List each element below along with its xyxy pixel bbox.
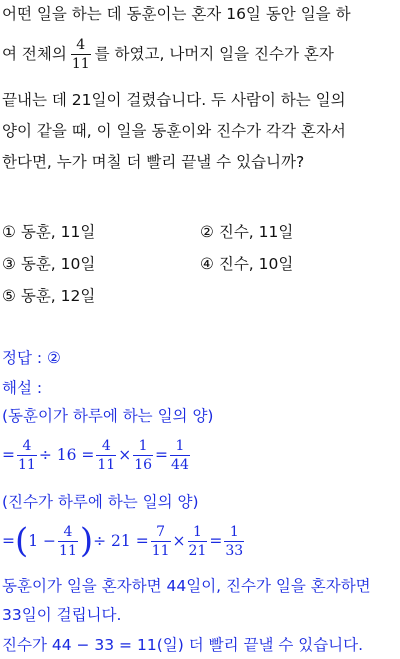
- fraction-numerator: 1: [138, 437, 148, 454]
- choice-text: 진수, 11일: [218, 223, 294, 241]
- choice-mark: ①: [2, 223, 16, 241]
- choice-mark: ⑤: [2, 287, 16, 305]
- problem-line-3: 끝내는 데 21일이 걸렸습니다. 두 사람이 하는 일의: [2, 91, 346, 109]
- eq-operator: ×: [172, 532, 186, 550]
- fraction: [58, 525, 78, 558]
- problem-line-2-start: 여 전체의: [2, 45, 67, 63]
- choice-mark: ③: [2, 255, 16, 273]
- fraction-denominator: 44: [171, 456, 189, 473]
- equation-1: [2, 432, 192, 478]
- fraction-numerator: 4: [63, 523, 73, 540]
- fraction-numerator: 4: [101, 437, 111, 454]
- fraction-numerator: 1: [175, 437, 185, 454]
- fraction: [188, 525, 208, 558]
- fraction-denominator: 11: [18, 456, 36, 473]
- fraction-numerator: 4: [22, 437, 32, 454]
- problem-line-4: 양이 같을 때, 이 일을 동훈이와 진수가 각각 혼자서: [2, 122, 346, 140]
- problem-line-2: [2, 32, 334, 76]
- solution-text-1: 동훈이가 일을 혼자하면 44일이, 진수가 일을 혼자하면: [2, 577, 371, 595]
- fraction: [224, 525, 244, 558]
- fraction: [96, 439, 116, 472]
- solution-text-3: 진수가 44 − 33 = 11(일) 더 빨리 끝낼 수 있습니다.: [2, 636, 364, 654]
- choice-text: 진수, 10일: [218, 255, 294, 273]
- choice-5[interactable]: [2, 286, 95, 306]
- close-paren: ): [79, 521, 94, 561]
- solution-label-1: (동훈이가 하루에 하는 일의 양): [2, 407, 214, 425]
- solution-text-2: 33일이 걸립니다.: [2, 606, 122, 624]
- choice-1[interactable]: [2, 222, 95, 242]
- fraction-denominator: 33: [225, 542, 244, 559]
- fraction-denominator: 11: [151, 542, 170, 559]
- solution-label-2: (진수가 하루에 하는 일의 양): [2, 493, 199, 511]
- fraction: [170, 439, 190, 472]
- fraction-numerator: 7: [156, 523, 166, 540]
- problem-line-2-end: 를 하였고, 나머지 일을 진수가 혼자: [94, 45, 334, 63]
- fraction-denominator: 16: [134, 456, 153, 473]
- fraction-denominator: 11: [71, 55, 90, 72]
- choice-3[interactable]: [2, 254, 95, 274]
- fraction-numerator: 4: [76, 36, 86, 53]
- eq-operator: 1 −: [28, 532, 57, 550]
- fraction-numerator: 1: [192, 523, 202, 540]
- choice-mark: ②: [200, 223, 214, 241]
- choice-text: 동훈, 11일: [20, 223, 96, 241]
- problem-line-1: 어떤 일을 하는 데 동훈이는 혼자 16일 동안 일을 하: [2, 5, 351, 23]
- eq-operator: ×: [118, 446, 132, 464]
- fraction-denominator: 21: [188, 542, 207, 559]
- open-paren: (: [15, 521, 29, 561]
- choice-4[interactable]: [200, 254, 293, 274]
- eq-symbol: =: [2, 446, 15, 464]
- eq-symbol: =: [2, 532, 15, 550]
- choice-mark: ④: [200, 255, 214, 273]
- equation-2: [2, 518, 246, 564]
- choice-text: 동훈, 12일: [20, 287, 96, 305]
- eq-operator: =: [209, 532, 223, 550]
- fraction-denominator: 11: [59, 542, 77, 559]
- fraction: [151, 525, 171, 558]
- fraction-denominator: 11: [97, 456, 116, 473]
- fraction: [133, 439, 153, 472]
- choice-2[interactable]: [200, 222, 293, 242]
- eq-operator: =: [155, 446, 169, 464]
- fraction-4-over-11: [71, 38, 91, 71]
- choice-text: 동훈, 10일: [20, 255, 96, 273]
- eq-operator: ÷ 16 =: [38, 446, 95, 464]
- problem-line-5: 한다면, 누가 며칠 더 빨리 끝낼 수 있습니까?: [2, 153, 305, 171]
- eq-operator: ÷ 21 =: [93, 532, 149, 550]
- answer-line: 정답 : ②: [2, 349, 61, 367]
- fraction: [17, 439, 37, 472]
- solution-heading: 해설 :: [2, 379, 43, 397]
- fraction-numerator: 1: [229, 523, 239, 540]
